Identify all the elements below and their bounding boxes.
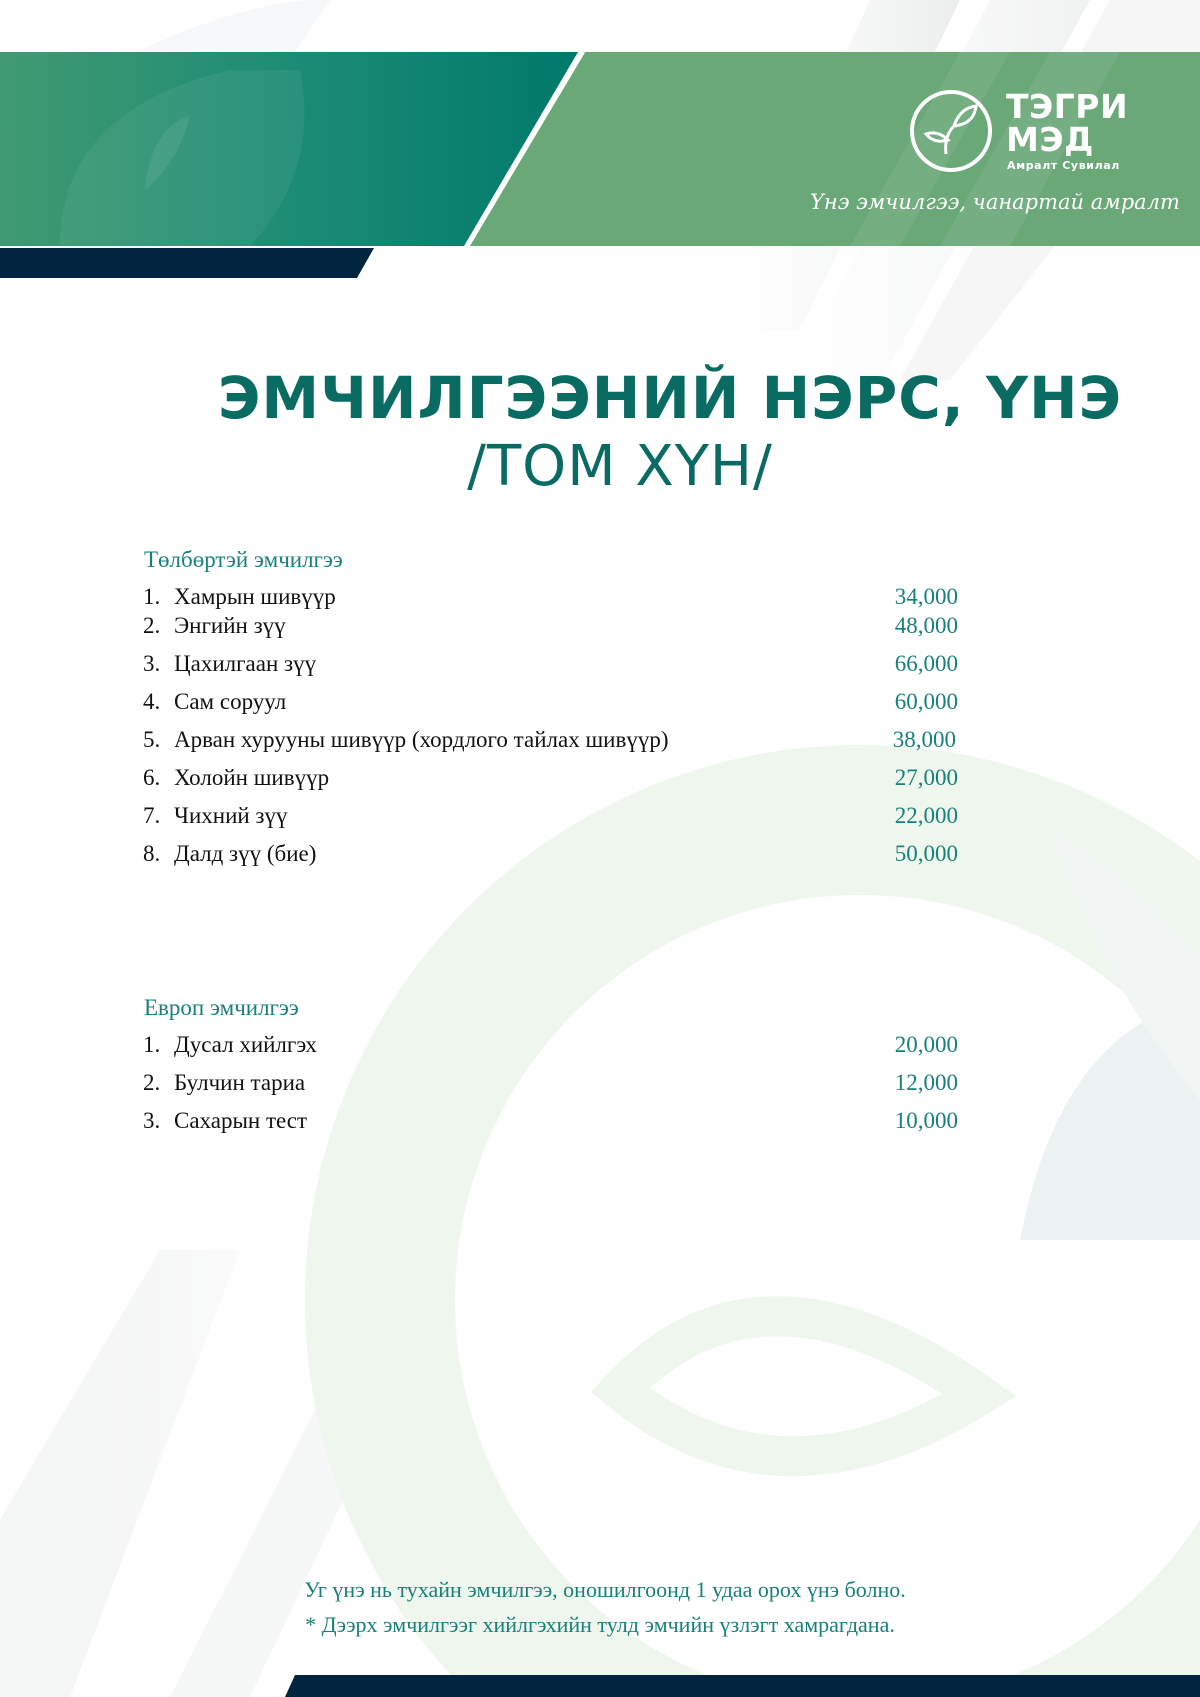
brand-name: ТЭГРИ МЭД [1006, 87, 1129, 159]
item-number: 7. [143, 803, 161, 828]
item-number: 6. [143, 765, 161, 790]
item-name: Арван хурууны шивүүр (хордлого тайлах шивүүр) [174, 727, 669, 752]
item-name: Дусал хийлгэх [174, 1032, 317, 1057]
item-number: 3. [143, 651, 161, 676]
item-name: Чихний зүү [174, 803, 288, 828]
item-price: 50,000 [894, 841, 958, 866]
section-heading-europe: Европ эмчилгээ [144, 995, 299, 1020]
brand-logo [908, 88, 1138, 188]
list-item [143, 725, 958, 755]
brand-slogan: Үнэ эмчилгээ, чанартай амралт [810, 190, 1180, 214]
item-name: Цахилгаан зүү [174, 651, 317, 676]
item-price: 60,000 [894, 689, 958, 714]
item-name: Сахарын тест [174, 1108, 308, 1133]
item-name: Булчин тариа [174, 1070, 306, 1095]
item-price: 66,000 [894, 651, 958, 676]
brand-subtitle: Амралт Сувилал [1007, 159, 1120, 172]
item-number: 2. [143, 1070, 161, 1095]
page-subtitle: /ТОМ ХҮН/ [467, 434, 773, 499]
list-item [143, 649, 958, 679]
item-number: 1. [143, 1032, 161, 1057]
item-name: Хамрын шивүүр [174, 584, 336, 609]
item-price: 27,000 [894, 765, 958, 790]
footer-disclaimer: * Дээрх эмчилгээг хийлгэхийн тулд эмчийн үзлэгт хамрагдана. [305, 1612, 895, 1637]
list-item [143, 582, 958, 612]
list-item [143, 763, 958, 793]
item-price: 48,000 [894, 613, 958, 638]
item-price: 34,000 [894, 584, 958, 609]
item-number: 3. [143, 1108, 161, 1133]
item-number: 1. [143, 584, 161, 609]
item-name: Сам соруул [174, 689, 287, 714]
item-price: 38,000 [892, 727, 956, 752]
footer-note: Уг үнэ нь тухайн эмчилгээ, оношилгоонд 1 удаа орох үнэ болно. [304, 1577, 906, 1602]
list-item [143, 687, 958, 717]
leaf-logo-icon [910, 90, 992, 172]
page-title: ЭМЧИЛГЭЭНИЙ НЭРС, ҮНЭ [217, 364, 1123, 432]
list-item [143, 611, 958, 641]
item-number: 2. [143, 613, 161, 638]
list-item [143, 839, 958, 869]
item-price: 10,000 [894, 1108, 958, 1133]
item-name: Далд зүү (бие) [174, 841, 317, 866]
section-heading-paid: Төлбөртэй эмчилгээ [144, 547, 343, 572]
item-number: 4. [143, 689, 161, 714]
item-price: 20,000 [894, 1032, 958, 1057]
item-number: 8. [143, 841, 161, 866]
list-item [143, 1106, 958, 1136]
item-name: Холойн шивүүр [174, 765, 330, 790]
item-price: 22,000 [894, 803, 958, 828]
item-price: 12,000 [894, 1070, 958, 1095]
list-item [143, 801, 958, 831]
item-name: Энгийн зүү [174, 613, 286, 638]
list-item [143, 1030, 958, 1060]
item-number: 5. [143, 727, 161, 752]
list-item [143, 1068, 958, 1098]
